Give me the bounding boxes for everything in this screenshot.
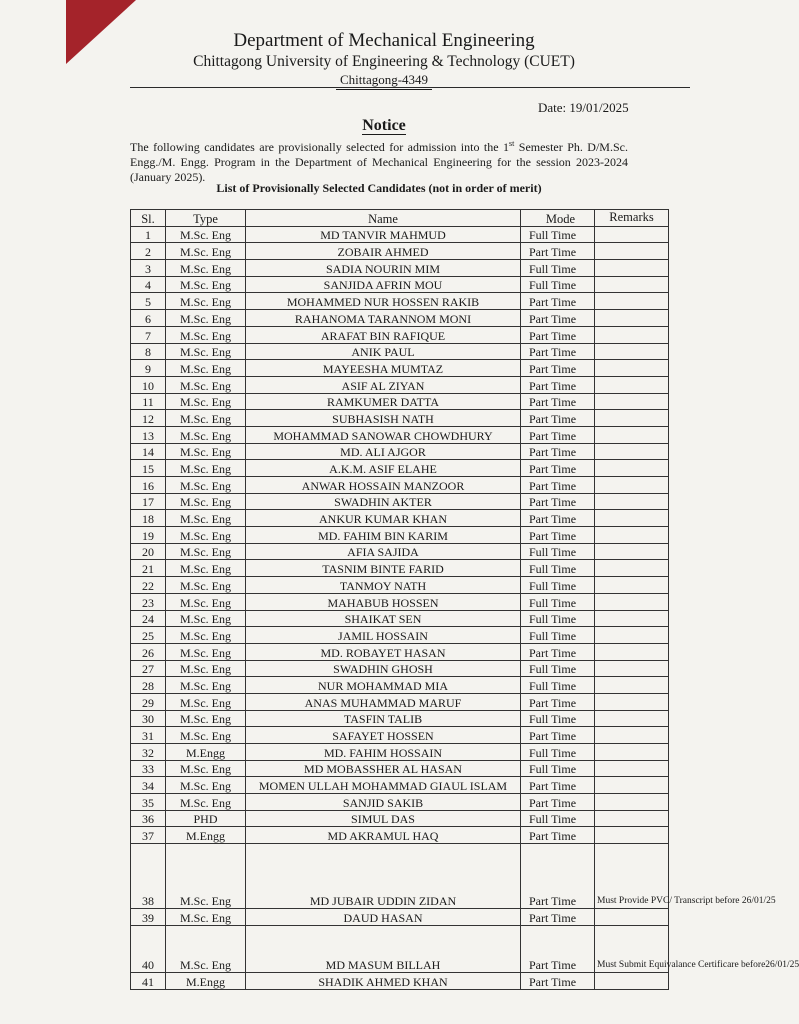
cell-sl: 3 — [131, 260, 166, 277]
cell-type: M.Sc. Eng — [166, 393, 246, 410]
cell-mode: Part Time — [521, 909, 595, 926]
cell-type: M.Sc. Eng — [166, 560, 246, 577]
table-row — [131, 794, 669, 811]
cell-remarks — [595, 744, 669, 761]
cell-name: JAMIL HOSSAIN — [246, 627, 521, 644]
cell-remarks — [595, 527, 669, 544]
cell-mode: Part Time — [521, 777, 595, 794]
cell-remarks — [595, 677, 669, 694]
cell-mode: Part Time — [521, 343, 595, 360]
notice-intro — [130, 136, 628, 185]
cell-mode: Part Time — [521, 410, 595, 427]
cell-name: A.K.M. ASIF ELAHE — [246, 460, 521, 477]
cell-sl: 39 — [131, 909, 166, 926]
cell-mode: Part Time — [521, 727, 595, 744]
cell-remarks: Must Provide PVC/ Transcript before 26/01/25 — [595, 844, 669, 909]
table-row — [131, 593, 669, 610]
cell-name: MD MASUM BILLAH — [246, 925, 521, 972]
cell-type: M.Sc. Eng — [166, 326, 246, 343]
cell-remarks — [595, 643, 669, 660]
cell-sl: 9 — [131, 360, 166, 377]
table-row — [131, 310, 669, 327]
cell-name: MOHAMMAD SANOWAR CHOWDHURY — [246, 426, 521, 443]
cell-sl: 16 — [131, 477, 166, 494]
table-row — [131, 909, 669, 926]
cell-remarks — [595, 310, 669, 327]
table-row — [131, 443, 669, 460]
cell-sl: 31 — [131, 727, 166, 744]
table-row — [131, 627, 669, 644]
cell-name: AFIA SAJIDA — [246, 543, 521, 560]
cell-type: M.Sc. Eng — [166, 276, 246, 293]
header-divider — [130, 87, 690, 88]
cell-remarks — [595, 610, 669, 627]
cell-remarks: Must Submit Equivalance Certificare before26/01/25 — [595, 925, 669, 972]
cell-remarks — [595, 260, 669, 277]
cell-mode: Part Time — [521, 693, 595, 710]
header-name: Name — [246, 210, 521, 227]
cell-sl: 40 — [131, 925, 166, 972]
table-row — [131, 477, 669, 494]
cell-sl: 38 — [131, 844, 166, 909]
cell-sl: 18 — [131, 510, 166, 527]
cell-type: M.Sc. Eng — [166, 760, 246, 777]
cell-name: MOHAMMED NUR HOSSEN RAKIB — [246, 293, 521, 310]
cell-type: M.Sc. Eng — [166, 426, 246, 443]
cell-remarks — [595, 727, 669, 744]
cell-type: M.Sc. Eng — [166, 527, 246, 544]
cell-sl: 36 — [131, 810, 166, 827]
cell-type: M.Sc. Eng — [166, 693, 246, 710]
cell-sl: 1 — [131, 226, 166, 243]
cell-remarks — [595, 543, 669, 560]
table-row — [131, 360, 669, 377]
cell-remarks — [595, 560, 669, 577]
table-row — [131, 393, 669, 410]
cell-sl: 12 — [131, 410, 166, 427]
table-row — [131, 376, 669, 393]
intro-text-2: Semester Ph. D/M.Sc. Engg./M. Engg. Program in the Department of Mechanical Engineering for the session 2023-2024 (January 2025). — [130, 140, 628, 184]
table-row — [131, 710, 669, 727]
cell-remarks — [595, 426, 669, 443]
cell-sl: 25 — [131, 627, 166, 644]
cell-sl: 34 — [131, 777, 166, 794]
table-row — [131, 527, 669, 544]
table-row — [131, 760, 669, 777]
cell-remarks — [595, 693, 669, 710]
header-remarks: Remarks — [595, 210, 669, 227]
cell-remarks — [595, 710, 669, 727]
cell-type: M.Sc. Eng — [166, 727, 246, 744]
cell-mode: Part Time — [521, 510, 595, 527]
cell-remarks — [595, 276, 669, 293]
table-row — [131, 410, 669, 427]
cell-type: M.Sc. Eng — [166, 477, 246, 494]
header-sl: Sl. — [131, 210, 166, 227]
table-row — [131, 493, 669, 510]
cell-type: M.Sc. Eng — [166, 660, 246, 677]
cell-sl: 17 — [131, 493, 166, 510]
cell-sl: 10 — [131, 376, 166, 393]
cell-type: M.Sc. Eng — [166, 443, 246, 460]
cell-type: M.Sc. Eng — [166, 593, 246, 610]
cell-mode: Part Time — [521, 293, 595, 310]
cell-type: M.Sc. Eng — [166, 243, 246, 260]
cell-mode: Part Time — [521, 844, 595, 909]
cell-remarks — [595, 376, 669, 393]
table-row — [131, 510, 669, 527]
cell-sl: 5 — [131, 293, 166, 310]
table-row — [131, 226, 669, 243]
cell-mode: Part Time — [521, 643, 595, 660]
cell-name: ANKUR KUMAR KHAN — [246, 510, 521, 527]
cell-name: RAHANOMA TARANNOM MONI — [246, 310, 521, 327]
cell-name: ASIF AL ZIYAN — [246, 376, 521, 393]
table-row — [131, 827, 669, 844]
cell-type: M.Sc. Eng — [166, 293, 246, 310]
cell-mode: Part Time — [521, 310, 595, 327]
table-row — [131, 693, 669, 710]
cell-name: MOMEN ULLAH MOHAMMAD GIAUL ISLAM — [246, 777, 521, 794]
cell-mode: Part Time — [521, 326, 595, 343]
cell-mode: Full Time — [521, 226, 595, 243]
cell-mode: Full Time — [521, 677, 595, 694]
cell-name: SADIA NOURIN MIM — [246, 260, 521, 277]
cell-type: PHD — [166, 810, 246, 827]
cell-sl: 27 — [131, 660, 166, 677]
cell-sl: 24 — [131, 610, 166, 627]
cell-remarks — [595, 577, 669, 594]
table-header-row — [131, 210, 669, 227]
cell-remarks — [595, 760, 669, 777]
cell-remarks — [595, 460, 669, 477]
cell-type: M.Sc. Eng — [166, 360, 246, 377]
cell-mode: Full Time — [521, 610, 595, 627]
cell-name: MD. ALI AJGOR — [246, 443, 521, 460]
department-name: Department of Mechanical Engineering — [233, 30, 535, 51]
notice-heading — [0, 117, 768, 135]
cell-type: M.Sc. Eng — [166, 677, 246, 694]
cell-sl: 29 — [131, 693, 166, 710]
cell-sl: 19 — [131, 527, 166, 544]
cell-remarks — [595, 343, 669, 360]
cell-name: SAFAYET HOSSEN — [246, 727, 521, 744]
table-row — [131, 844, 669, 909]
cell-type: M.Sc. Eng — [166, 577, 246, 594]
cell-type: M.Sc. Eng — [166, 376, 246, 393]
cell-type: M.Sc. Eng — [166, 925, 246, 972]
cell-mode: Full Time — [521, 593, 595, 610]
table-row — [131, 610, 669, 627]
cell-type: M.Engg — [166, 827, 246, 844]
cell-sl: 23 — [131, 593, 166, 610]
cell-sl: 2 — [131, 243, 166, 260]
cell-remarks — [595, 243, 669, 260]
cell-type: M.Sc. Eng — [166, 510, 246, 527]
cell-name: TASNIM BINTE FARID — [246, 560, 521, 577]
cell-name: MD AKRAMUL HAQ — [246, 827, 521, 844]
cell-type: M.Sc. Eng — [166, 844, 246, 909]
cell-sl: 32 — [131, 744, 166, 761]
cell-mode: Full Time — [521, 560, 595, 577]
cell-name: MD. FAHIM HOSSAIN — [246, 744, 521, 761]
cell-name: ANAS MUHAMMAD MARUF — [246, 693, 521, 710]
cell-remarks — [595, 627, 669, 644]
cell-type: M.Sc. Eng — [166, 710, 246, 727]
cell-mode: Full Time — [521, 577, 595, 594]
cell-mode: Full Time — [521, 543, 595, 560]
cell-mode: Part Time — [521, 477, 595, 494]
table-row — [131, 243, 669, 260]
cell-name: SANJID SAKIB — [246, 794, 521, 811]
cell-name: SHADIK AHMED KHAN — [246, 972, 521, 989]
list-title: List of Provisionally Selected Candidates (not in order of merit) — [216, 181, 542, 195]
cell-mode: Full Time — [521, 810, 595, 827]
cell-sl: 4 — [131, 276, 166, 293]
notice-date: Date: 19/01/2025 — [538, 100, 629, 115]
cell-name: MD JUBAIR UDDIN ZIDAN — [246, 844, 521, 909]
cell-mode: Full Time — [521, 760, 595, 777]
cell-type: M.Sc. Eng — [166, 310, 246, 327]
city-line: Chittagong-4349 — [336, 72, 432, 90]
cell-sl: 35 — [131, 794, 166, 811]
table-row — [131, 426, 669, 443]
cell-sl: 7 — [131, 326, 166, 343]
cell-type: M.Engg — [166, 972, 246, 989]
table-row — [131, 326, 669, 343]
cell-mode: Part Time — [521, 393, 595, 410]
table-row — [131, 777, 669, 794]
cell-remarks — [595, 909, 669, 926]
cell-sl: 26 — [131, 643, 166, 660]
cell-type: M.Sc. Eng — [166, 343, 246, 360]
table-row — [131, 925, 669, 972]
cell-name: SANJIDA AFRIN MOU — [246, 276, 521, 293]
table-row — [131, 276, 669, 293]
table-row — [131, 560, 669, 577]
cell-name: SWADHIN GHOSH — [246, 660, 521, 677]
cell-sl: 13 — [131, 426, 166, 443]
cell-name: SWADHIN AKTER — [246, 493, 521, 510]
table-row — [131, 260, 669, 277]
cell-remarks — [595, 410, 669, 427]
cell-name: MAHABUB HOSSEN — [246, 593, 521, 610]
cell-type: M.Sc. Eng — [166, 460, 246, 477]
cell-type: M.Sc. Eng — [166, 410, 246, 427]
cell-remarks — [595, 443, 669, 460]
cell-name: MAYEESHA MUMTAZ — [246, 360, 521, 377]
table-row — [131, 643, 669, 660]
table-row — [131, 543, 669, 560]
cell-mode: Part Time — [521, 794, 595, 811]
university-name: Chittagong University of Engineering & Technology (CUET) — [193, 53, 575, 70]
cell-mode: Part Time — [521, 827, 595, 844]
cell-remarks — [595, 226, 669, 243]
cell-name: ANWAR HOSSAIN MANZOOR — [246, 477, 521, 494]
table-row — [131, 810, 669, 827]
cell-mode: Part Time — [521, 925, 595, 972]
cell-name: DAUD HASAN — [246, 909, 521, 926]
table-row — [131, 343, 669, 360]
cell-remarks — [595, 477, 669, 494]
table-row — [131, 972, 669, 989]
letterhead — [0, 30, 768, 90]
cell-mode: Part Time — [521, 527, 595, 544]
cell-sl: 14 — [131, 443, 166, 460]
cell-name: SHAIKAT SEN — [246, 610, 521, 627]
cell-sl: 41 — [131, 972, 166, 989]
notice-title: Notice — [362, 117, 406, 134]
cell-sl: 6 — [131, 310, 166, 327]
cell-mode: Part Time — [521, 243, 595, 260]
intro-text-1: The following candidates are provisionally selected for admission into the 1 — [130, 140, 509, 154]
cell-sl: 30 — [131, 710, 166, 727]
cell-sl: 33 — [131, 760, 166, 777]
cell-type: M.Sc. Eng — [166, 777, 246, 794]
cell-name: TASFIN TALIB — [246, 710, 521, 727]
cell-mode: Full Time — [521, 627, 595, 644]
cell-remarks — [595, 360, 669, 377]
cell-mode: Full Time — [521, 744, 595, 761]
cell-remarks — [595, 493, 669, 510]
cell-name: ANIK PAUL — [246, 343, 521, 360]
cell-remarks — [595, 972, 669, 989]
cell-mode: Full Time — [521, 276, 595, 293]
cell-remarks — [595, 510, 669, 527]
cell-sl: 22 — [131, 577, 166, 594]
cell-name: NUR MOHAMMAD MIA — [246, 677, 521, 694]
cell-mode: Part Time — [521, 460, 595, 477]
cell-sl: 8 — [131, 343, 166, 360]
cell-type: M.Sc. Eng — [166, 260, 246, 277]
cell-remarks — [595, 777, 669, 794]
cell-remarks — [595, 593, 669, 610]
cell-type: M.Sc. Eng — [166, 610, 246, 627]
cell-mode: Part Time — [521, 426, 595, 443]
cell-name: TANMOY NATH — [246, 577, 521, 594]
cell-remarks — [595, 660, 669, 677]
cell-name: RAMKUMER DATTA — [246, 393, 521, 410]
cell-name: SUBHASISH NATH — [246, 410, 521, 427]
cell-mode: Part Time — [521, 360, 595, 377]
table-row — [131, 727, 669, 744]
cell-type: M.Sc. Eng — [166, 493, 246, 510]
cell-name: MD. FAHIM BIN KARIM — [246, 527, 521, 544]
table-row — [131, 577, 669, 594]
cell-sl: 21 — [131, 560, 166, 577]
cell-remarks — [595, 393, 669, 410]
cell-type: M.Sc. Eng — [166, 226, 246, 243]
cell-name: SIMUL DAS — [246, 810, 521, 827]
cell-type: M.Sc. Eng — [166, 794, 246, 811]
cell-mode: Full Time — [521, 260, 595, 277]
cell-mode: Full Time — [521, 710, 595, 727]
cell-remarks — [595, 810, 669, 827]
cell-type: M.Sc. Eng — [166, 543, 246, 560]
cell-name: ZOBAIR AHMED — [246, 243, 521, 260]
candidates-table — [130, 209, 799, 990]
cell-remarks — [595, 293, 669, 310]
intro-sup: st — [508, 139, 515, 148]
cell-sl: 28 — [131, 677, 166, 694]
cell-mode: Full Time — [521, 660, 595, 677]
cell-sl: 15 — [131, 460, 166, 477]
cell-remarks — [595, 326, 669, 343]
cell-name: MD MOBASSHER AL HASAN — [246, 760, 521, 777]
cell-name: MD. ROBAYET HASAN — [246, 643, 521, 660]
cell-type: M.Sc. Eng — [166, 627, 246, 644]
cell-sl: 37 — [131, 827, 166, 844]
table-row — [131, 660, 669, 677]
cell-sl: 11 — [131, 393, 166, 410]
header-type: Type — [166, 210, 246, 227]
table-row — [131, 744, 669, 761]
cell-mode: Part Time — [521, 972, 595, 989]
cell-name: ARAFAT BIN RAFIQUE — [246, 326, 521, 343]
cell-mode: Part Time — [521, 493, 595, 510]
table-row — [131, 460, 669, 477]
table-body — [131, 226, 799, 989]
table-row — [131, 677, 669, 694]
cell-remarks — [595, 827, 669, 844]
cell-type: M.Sc. Eng — [166, 643, 246, 660]
cell-type: M.Sc. Eng — [166, 909, 246, 926]
cell-mode: Part Time — [521, 443, 595, 460]
cell-remarks — [595, 794, 669, 811]
cell-sl: 20 — [131, 543, 166, 560]
cell-name: MD TANVIR MAHMUD — [246, 226, 521, 243]
table-row — [131, 293, 669, 310]
cell-mode: Part Time — [521, 376, 595, 393]
header-mode: Mode — [521, 210, 595, 227]
cell-type: M.Engg — [166, 744, 246, 761]
